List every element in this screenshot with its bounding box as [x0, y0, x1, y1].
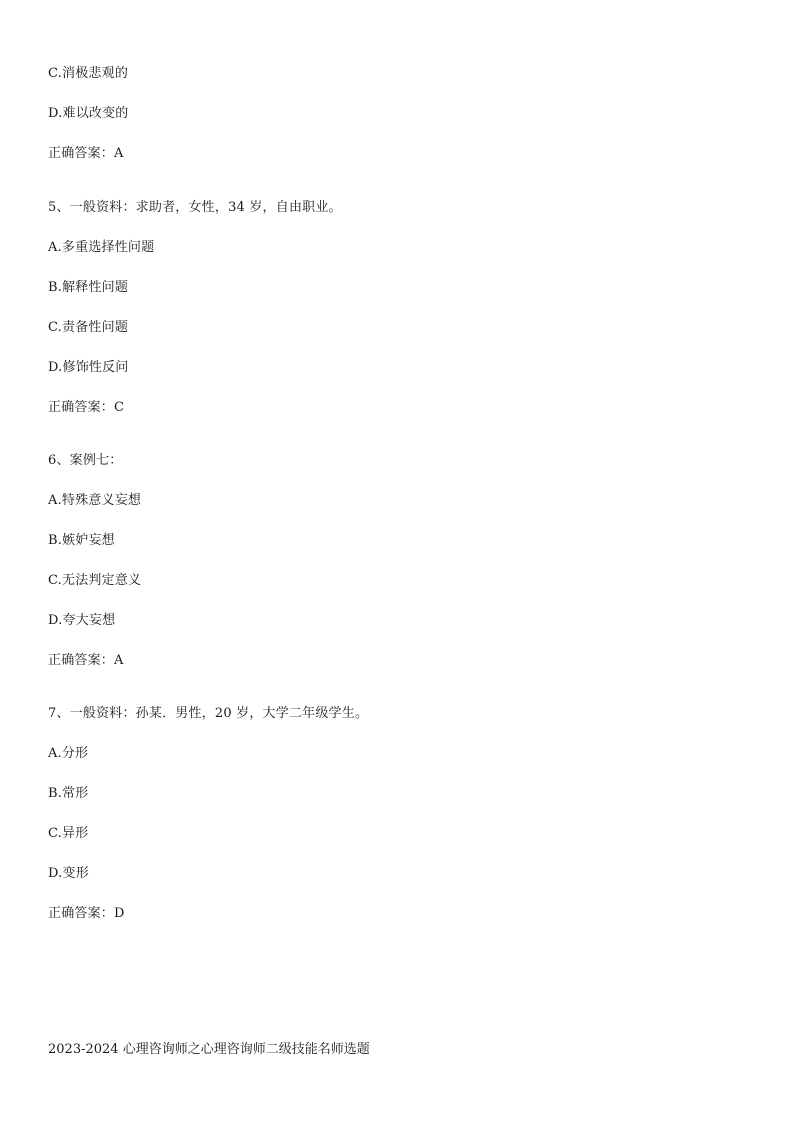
option-c-q6: C.无法判定意义 — [48, 573, 142, 588]
option-a-q7: A.分形 — [48, 746, 89, 761]
option-c-q4: C.消极悲观的 — [48, 66, 129, 81]
answer-q4: 正确答案：A — [48, 146, 124, 161]
option-d-q6: D.夸大妄想 — [48, 613, 116, 628]
page-footer: 2023-2024 心理咨询师之心理咨询师二级技能名师选题 — [48, 1042, 370, 1057]
option-b-q5: B.解释性问题 — [48, 280, 129, 295]
option-d-q7: D.变形 — [48, 866, 89, 881]
option-c-q5: C.责备性问题 — [48, 320, 129, 335]
option-d-q5: D.修饰性反问 — [48, 360, 129, 375]
question-5: 5、一般资料：求助者，女性，34 岁，自由职业。 — [48, 200, 342, 215]
answer-q6: 正确答案：A — [48, 653, 124, 668]
answer-q7: 正确答案：D — [48, 906, 125, 921]
option-a-q6: A.特殊意义妄想 — [48, 493, 142, 508]
option-b-q7: B.常形 — [48, 786, 89, 801]
question-7: 7、一般资料：孙某．男性，20 岁，大学二年级学生。 — [48, 706, 369, 721]
option-c-q7: C.异形 — [48, 826, 89, 841]
option-a-q5: A.多重选择性问题 — [48, 240, 155, 255]
question-6: 6、案例七： — [48, 453, 123, 468]
option-b-q6: B.嫉妒妄想 — [48, 533, 115, 548]
option-d-q4: D.难以改变的 — [48, 106, 129, 121]
answer-q5: 正确答案：C — [48, 400, 125, 415]
